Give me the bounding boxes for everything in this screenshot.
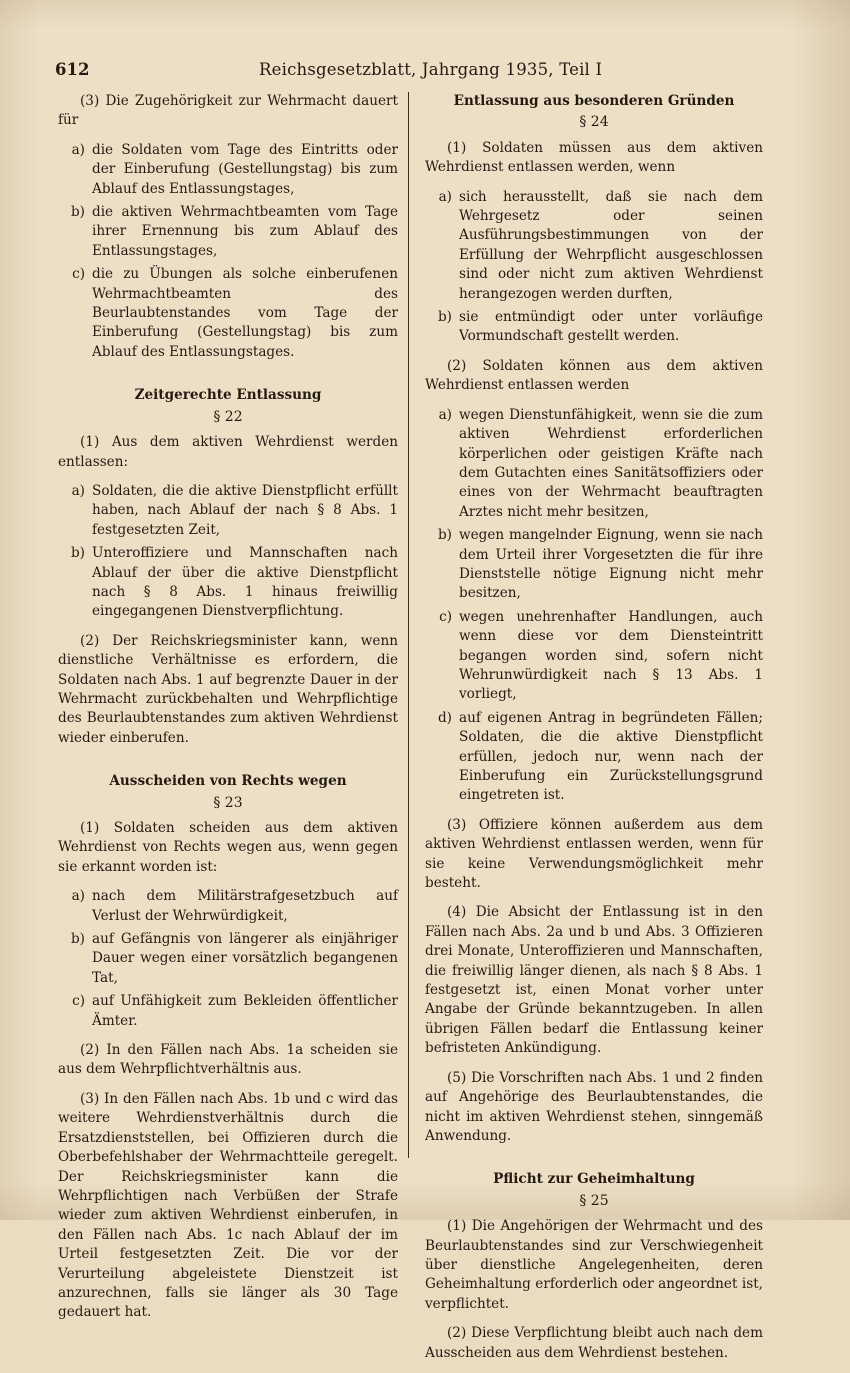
- section-heading: Entlassung aus besonderen Gründen: [453, 93, 735, 109]
- item-label: b): [70, 545, 85, 562]
- item-text: wegen Dienstunfähigkeit, wenn sie die zum aktiven Wehrdienst erforderlichen körperlichen oder geistigen Kräfte nach dem Gutachten eines Sanitätsoffiziers oder eines von der Wehrmacht beauftragten Arztes nicht mehr besitzen,: [459, 406, 763, 520]
- enumerated-list: [58, 482, 398, 622]
- item-label: a): [71, 482, 85, 499]
- enumerated-list: [425, 188, 763, 347]
- item-label: b): [437, 527, 452, 544]
- item-label: b): [437, 309, 452, 326]
- section-number: § 25: [579, 1192, 609, 1209]
- list-item: [58, 265, 398, 362]
- section-number: § 23: [213, 794, 243, 811]
- list-item: [425, 406, 763, 522]
- item-text: sich herausstellt, daß sie nach dem Wehrgesetz oder seinen Ausführungsbestimmungen von der Erfüllung der Wehrpflicht ausgeschlossen sind oder nicht zum aktiven Wehrdienst herangezogen werden durften,: [459, 188, 763, 302]
- paragraph: (3) In den Fällen nach Abs. 1b und c wird das weitere Wehrdienstverhältnis durch die Ersatzdienststellen, bei Offizieren durch die Oberbefehlshaber der Wehrmachtteile geregelt. Der Reichskriegsminister kann die Wehrpflichtigen nach Verbüßen der Strafe wieder zum aktiven Wehrdienst einberufen, in den Fällen nach Abs. 1c nach Ablauf der im Urteil festgesetzten Zeit. Die vor der Verurteilung abgeleistete Dienstzeit ist anzurechnen, falls sie länger als 30 Tage gedauert hat.: [58, 1090, 398, 1321]
- list-item: [425, 608, 763, 705]
- item-text: auf Gefängnis von längerer als einjähriger Dauer wegen einer vorsätzlich begangenen Tat,: [92, 931, 398, 986]
- paragraph: (5) Die Vorschriften nach Abs. 1 und 2 finden auf Angehörige des Beurlaubtenstandes, die nicht im aktiven Wehrdienst stehen, sinngemäß Anwendung.: [425, 1069, 763, 1144]
- list-item: [58, 482, 398, 540]
- paragraph: (2) Der Reichskriegsminister kann, wenn dienstliche Verhältnisse es erfordern, die Soldaten nach Abs. 1 auf begrenzte Dauer in der Wehrmacht zurückbehalten und Wehrpflichtige des Beurlaubtenstandes zum aktiven Wehrdienst wieder einberufen.: [58, 632, 398, 746]
- paragraph: (4) Die Absicht der Entlassung ist in den Fällen nach Abs. 2a und b und Abs. 3 Offizieren drei Monate, Unteroffizieren und Mannschaften, die freiwillig länger dienen, als nach § 8 Abs. 1 festgesetzt ist, einen Monat vorher unter Angabe der Gründe bekanntzugeben. In allen übrigen Fällen bedarf die Entlassung keiner befristeten Ankündigung.: [425, 904, 763, 1057]
- paragraph: (3) Die Zugehörigkeit zur Wehrmacht dauert für: [58, 93, 398, 129]
- item-text: auf eigenen Antrag in begründeten Fällen; Soldaten, die die aktive Dienstpflicht erfüllen, jedoch nur, wenn nach der Einberufung ein Zurückstellungsgrund eingetreten ist.: [459, 709, 763, 804]
- section-heading: Pflicht zur Geheimhaltung: [493, 1171, 695, 1188]
- item-label: a): [71, 141, 85, 158]
- item-text: die aktiven Wehrmachtbeamten vom Tage ihrer Ernennung bis zum Ablauf des Entlassungstages,: [92, 204, 398, 259]
- enumerated-list: [425, 406, 763, 806]
- item-label: b): [70, 931, 85, 948]
- list-item: [58, 930, 398, 988]
- item-label: a): [438, 406, 452, 423]
- section-heading: Ausscheiden von Rechts wegen: [109, 773, 347, 790]
- page-header: [55, 60, 810, 84]
- item-text: die Soldaten vom Tage des Eintritts oder der Einberufung (Gestellungstag) bis zum Ablauf des Entlassungstages,: [92, 141, 398, 197]
- item-label: d): [437, 709, 452, 726]
- item-label: c): [72, 266, 85, 283]
- list-item: [58, 141, 398, 199]
- section-number: § 22: [213, 408, 243, 425]
- list-item: [58, 544, 398, 622]
- enumerated-list: [58, 141, 398, 362]
- list-item: [58, 992, 398, 1031]
- item-text: wegen unehrenhafter Handlungen, auch wenn diese vor dem Diensteintritt begangen worden sind, sofern nicht Wehrunwürdigkeit nach § 13 Abs. 1 vorliegt,: [459, 608, 763, 703]
- paragraph: (2) In den Fällen nach Abs. 1a scheiden sie aus dem Wehrpflichtverhältnis aus.: [58, 1042, 398, 1078]
- item-label: a): [71, 888, 85, 905]
- section-number: § 24: [579, 114, 609, 131]
- list-item: [425, 526, 763, 604]
- item-text: die zu Übungen als solche einberufenen Wehrmachtbeamten des Beurlaubtenstandes vom Tage der Einberufung (Gestellungstag) bis zum Ablauf des Entlassungstages.: [92, 266, 398, 360]
- paragraph: (2) Soldaten können aus dem aktiven Wehrdienst entlassen werden: [425, 357, 763, 394]
- list-item: [425, 709, 763, 806]
- column-divider: [408, 92, 409, 1158]
- item-text: sie entmündigt oder unter vorläufige Vormundschaft gestellt werden.: [459, 309, 763, 345]
- item-text: nach dem Militärstrafgesetzbuch auf Verlust der Wehrwürdigkeit,: [92, 888, 398, 924]
- item-text: Unteroffiziere und Mannschaften nach Ablauf der über die aktive Dienstpflicht nach § 8 Abs. 1 hinaus freiwillig eingegangenen Dienstverpflichtung.: [92, 545, 398, 620]
- right-column: [425, 92, 763, 1373]
- item-label: b): [70, 204, 85, 221]
- item-text: auf Unfähigkeit zum Bekleiden öffentlicher Ämter.: [92, 993, 398, 1029]
- paragraph: (1) Soldaten müssen aus dem aktiven Wehrdienst entlassen werden, wenn: [425, 139, 763, 176]
- paragraph: (1) Soldaten scheiden aus dem aktiven Wehrdienst von Rechts wegen aus, wenn gegen sie erkannt worden ist:: [58, 820, 398, 875]
- list-item: [58, 203, 398, 261]
- left-column: [58, 92, 398, 1333]
- item-label: a): [438, 188, 452, 205]
- item-label: c): [72, 993, 85, 1010]
- page-number: 612: [55, 60, 90, 79]
- item-text: wegen mangelnder Eignung, wenn sie nach dem Urteil ihrer Vorgesetzten die für ihre Dienststelle nötige Eignung nicht mehr besitzen,: [459, 527, 763, 602]
- enumerated-list: [58, 887, 398, 1031]
- paragraph: (3) Offiziere können außerdem aus dem aktiven Wehrdienst entlassen werden, wenn für sie keine Verwendungsmöglichkeit mehr besteht.: [425, 816, 763, 892]
- item-text: Soldaten, die die aktive Dienstpflicht erfüllt haben, nach Ablauf der nach § 8 Abs. 1 festgesetzten Zeit,: [92, 482, 398, 538]
- paragraph: (2) Diese Verpflichtung bleibt auch nach dem Ausscheiden aus dem Wehrdienst bestehen.: [425, 1325, 763, 1361]
- list-item: [425, 308, 763, 347]
- paragraph: (1) Die Angehörigen der Wehrmacht und des Beurlaubtenstandes sind zur Verschwiegenheit über dienstliche Angelegenheiten, deren Geheimhaltung erforderlich oder angeordnet ist, verpflichtet.: [425, 1218, 763, 1312]
- paragraph: (1) Aus dem aktiven Wehrdienst werden entlassen:: [58, 434, 398, 470]
- item-label: c): [439, 608, 452, 625]
- section-heading: Zeitgerechte Entlassung: [134, 387, 322, 404]
- running-title: Reichsgesetzblatt, Jahrgang 1935, Teil I: [259, 60, 603, 79]
- list-item: [58, 887, 398, 926]
- list-item: [425, 188, 763, 304]
